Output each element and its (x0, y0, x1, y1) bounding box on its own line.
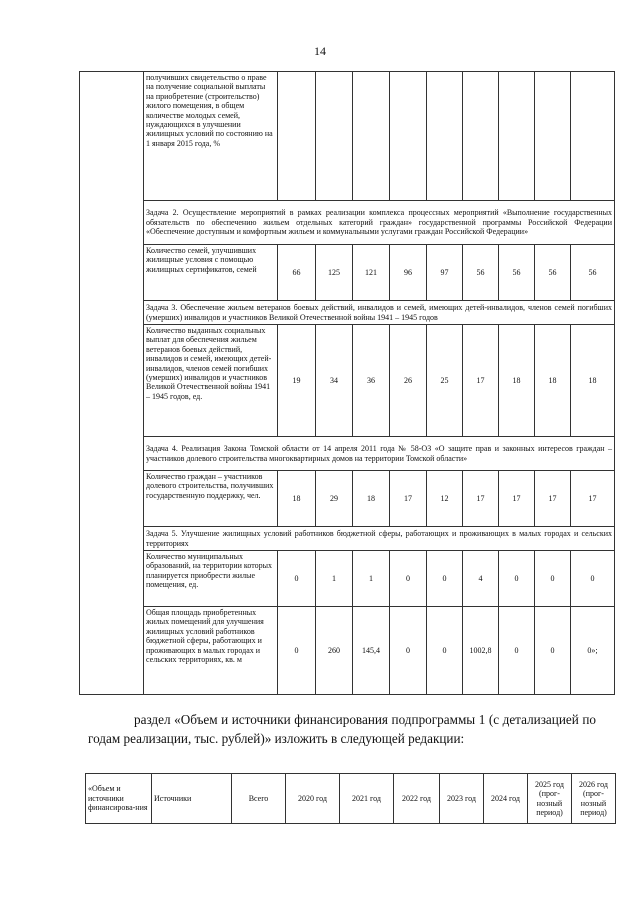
value-cell: 0 (278, 607, 316, 695)
value-cell: 18 (353, 471, 390, 527)
indicator-cell: Количество муниципальных образований, на территории которых планируется приобрести жилые помещения, ед. (144, 551, 278, 607)
value-cell: 56 (499, 245, 535, 301)
paragraph-text: раздел «Объем и источники финансирования подпрограммы 1 (с детализацией по годам реализации, тыс. рублей)» изложить в следующей редакции: (88, 712, 596, 746)
task-row (80, 527, 615, 551)
finance-header-row (86, 774, 616, 824)
value-cell: 1002,8 (463, 607, 499, 695)
value-cell: 18 (499, 325, 535, 437)
table-row (80, 245, 615, 301)
task-row (80, 201, 615, 245)
value-cell: 0 (571, 551, 615, 607)
indicator-cell: Количество граждан – участников долевого строительства, получивших государственную поддержку, чел. (144, 471, 278, 527)
value-cell (353, 72, 390, 201)
value-cell (499, 72, 535, 201)
value-cell (535, 72, 571, 201)
value-cell: 0 (390, 607, 427, 695)
table-row (80, 607, 615, 695)
indicator-cell: Общая площадь приобретенных жилых помещений для улучшения жилищных условий работников бюджетной сферы, работающих и проживающих в малых городах и сельских территориях, кв. м (144, 607, 278, 695)
task-text: Задача 5. Улучшение жилищных условий работников бюджетной сферы, работающих и проживающих в малых городах и сельских территориях (144, 527, 615, 551)
table-row (80, 72, 615, 201)
value-cell (571, 72, 615, 201)
finance-table (85, 773, 616, 824)
value-cell: 36 (353, 325, 390, 437)
value-cell: 29 (316, 471, 353, 527)
value-cell: 17 (499, 471, 535, 527)
finance-header-cell: 2021 год (340, 774, 394, 824)
value-cell: 0 (427, 607, 463, 695)
indicator-cell: Количество семей, улучшивших жилищные условия с помощью жилищных сертификатов, семей (144, 245, 278, 301)
value-cell: 0 (278, 551, 316, 607)
value-cell: 260 (316, 607, 353, 695)
value-cell: 125 (316, 245, 353, 301)
value-cell: 0 (535, 551, 571, 607)
task-row (80, 437, 615, 471)
value-cell: 19 (278, 325, 316, 437)
value-cell: 34 (316, 325, 353, 437)
value-cell: 12 (427, 471, 463, 527)
value-cell: 0»; (571, 607, 615, 695)
finance-header-cell: Источники (152, 774, 232, 824)
value-cell: 66 (278, 245, 316, 301)
value-cell (427, 72, 463, 201)
value-cell: 17 (463, 325, 499, 437)
value-cell: 56 (571, 245, 615, 301)
value-cell: 18 (535, 325, 571, 437)
page-number: 14 (314, 44, 326, 58)
value-cell: 18 (571, 325, 615, 437)
value-cell: 25 (427, 325, 463, 437)
value-cell (390, 72, 427, 201)
value-cell: 17 (463, 471, 499, 527)
value-cell: 17 (390, 471, 427, 527)
value-cell (316, 72, 353, 201)
value-cell: 17 (571, 471, 615, 527)
value-cell (463, 72, 499, 201)
table-row (80, 471, 615, 527)
task-text: Задача 3. Обеспечение жильем ветеранов боевых действий, инвалидов и семей, имеющих детей-инвалидов, членов семей погибших (умерших) инвалидов и участников Великой Отечественной войны 1941 – 1945 годов (144, 301, 615, 325)
table-row (80, 551, 615, 607)
task-text: Задача 4. Реализация Закона Томской области от 14 апреля 2011 года № 58-ОЗ «О защите прав и законных интересов граждан – участников долевого строительства многоквартирных домов на территории Томской области» (144, 437, 615, 471)
value-cell: 0 (499, 551, 535, 607)
value-cell: 96 (390, 245, 427, 301)
finance-header-cell: 2020 год (286, 774, 340, 824)
empty-left-cell (80, 72, 144, 695)
value-cell: 0 (535, 607, 571, 695)
finance-header-cell: 2022 год (394, 774, 440, 824)
value-cell: 56 (535, 245, 571, 301)
value-cell: 4 (463, 551, 499, 607)
value-cell: 18 (278, 471, 316, 527)
value-cell: 1 (316, 551, 353, 607)
value-cell: 0 (499, 607, 535, 695)
indicators-table (79, 71, 615, 695)
value-cell: 97 (427, 245, 463, 301)
finance-header-cell: 2025 год (прог-нозный период) (528, 774, 572, 824)
task-row (80, 301, 615, 325)
finance-header-cell: 2023 год (440, 774, 484, 824)
value-cell: 17 (535, 471, 571, 527)
value-cell: 145,4 (353, 607, 390, 695)
value-cell (278, 72, 316, 201)
finance-header-cell: Всего (232, 774, 286, 824)
indicator-cell: получивших свидетельство о праве на получение социальной выплаты на приобретение (строительство) жилого помещения, в общем количестве молодых семей, нуждающихся в улучшении жилищных условий по состоянию на 1 января 2015 года, % (144, 72, 278, 201)
value-cell: 26 (390, 325, 427, 437)
value-cell: 121 (353, 245, 390, 301)
finance-header-cell: «Объем и источники финансирова-ния (86, 774, 152, 824)
task-text: Задача 2. Осуществление мероприятий в рамках реализации комплекса процессных мероприятий «Выполнение государственных обязательств по обеспечению жильем отдельных категорий граждан» государственной программы Российской Федерации «Обеспечение доступным и комфортным жильем и коммунальными услугами граждан Российской Федерации» (144, 201, 615, 245)
value-cell: 56 (463, 245, 499, 301)
table-row (80, 325, 615, 437)
value-cell: 1 (353, 551, 390, 607)
finance-header-cell: 2026 год (прог-нозный период) (572, 774, 616, 824)
value-cell: 0 (390, 551, 427, 607)
finance-header-cell: 2024 год (484, 774, 528, 824)
value-cell: 0 (427, 551, 463, 607)
section-paragraph (88, 710, 596, 748)
indicator-cell: Количество выданных социальных выплат для обеспечения жильем ветеранов боевых действий, инвалидов и семей, имеющих детей-инвалидов, членов семей погибших (умерших) инвалидов и участников Великой Отечественной войны 1941 – 1945 годов, ед. (144, 325, 278, 437)
